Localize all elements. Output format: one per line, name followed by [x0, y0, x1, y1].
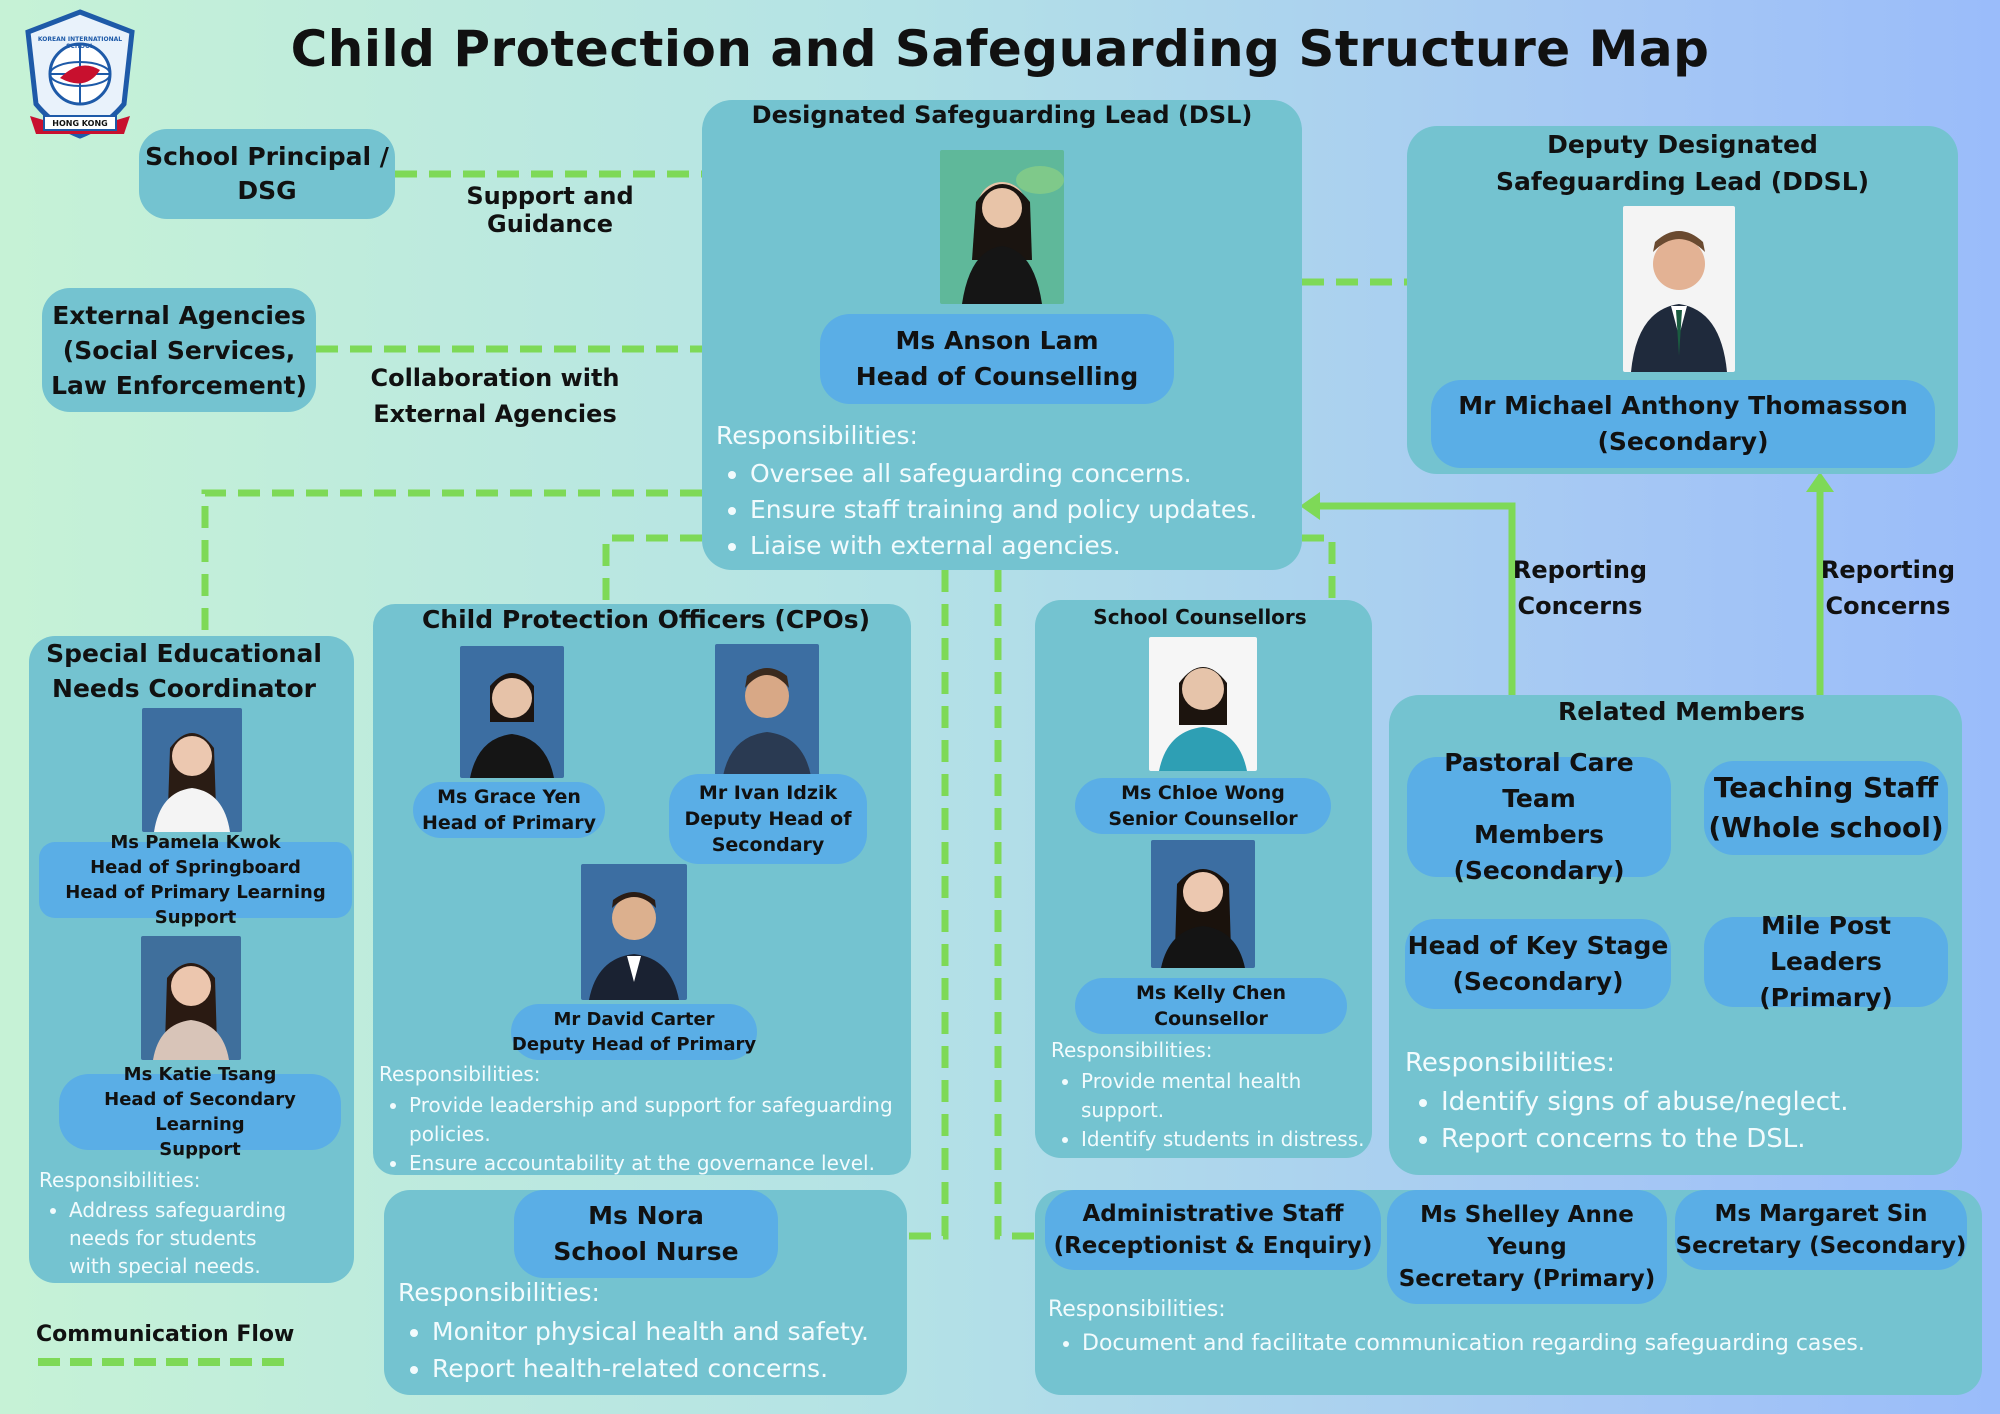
- cpo-person2-photo: [715, 644, 819, 776]
- logo-bottom-text: HONG KONG: [52, 119, 108, 128]
- counsellors-resp-item: • Identify students in distress.: [1081, 1125, 1369, 1154]
- dsl-resp-item: • Liaise with external agencies.: [750, 528, 1296, 564]
- arrowhead-up: [1806, 472, 1834, 492]
- admin-panel: [1035, 1190, 1982, 1395]
- senco-title-line2: Needs Coordinator: [52, 674, 316, 703]
- nurse-resp-item: • Monitor physical health and safety.: [432, 1313, 903, 1350]
- counsellors-resp-list: [1051, 1067, 1369, 1154]
- principal-line1: School Principal /: [145, 142, 389, 171]
- reporting-label-dsl: [1500, 552, 1660, 624]
- senco-person2-photo: [141, 936, 241, 1060]
- ddsl-title-line1: Deputy Designated: [1547, 130, 1818, 159]
- senco-person1-role1: Head of Springboard: [90, 857, 301, 878]
- counsellors-person2-name: Ms Kelly Chen: [1135, 982, 1286, 1004]
- cpo-panel: [373, 604, 911, 1175]
- related-pastoral-line2: Members: [1474, 820, 1604, 849]
- senco-person1-pill: [39, 832, 352, 928]
- cpo-resp-title: Responsibilities:: [379, 1062, 541, 1086]
- cpo-resp-item: • Provide leadership and support for safeguarding policies.: [409, 1091, 909, 1149]
- counsellors-resp-title: Responsibilities:: [1051, 1038, 1213, 1062]
- senco-person2-role1: Head of Secondary Learning: [104, 1089, 296, 1135]
- senco-title-line1: Special Educational: [46, 639, 322, 668]
- cpo-person3-photo: [581, 864, 687, 1000]
- cpo-responsibilities: [379, 1060, 909, 1178]
- admin-secretary-secondary-line2: Secretary (Secondary): [1675, 1233, 1967, 1259]
- ddsl-role: (Secondary): [1597, 427, 1769, 456]
- cpo-title: Child Protection Officers (CPOs): [421, 605, 871, 634]
- cpo-person2-role2: Secondary: [711, 834, 825, 856]
- nurse-resp-list: [398, 1313, 903, 1387]
- legend-label: Communication Flow: [36, 1322, 295, 1347]
- nurse-panel: [384, 1190, 907, 1395]
- dsl-resp-item: • Ensure staff training and policy updates.: [750, 492, 1296, 528]
- nurse-resp-title: Responsibilities:: [398, 1278, 600, 1307]
- ddsl-photo: [1623, 206, 1735, 372]
- dsl-responsibilities: [716, 418, 1296, 564]
- related-resp-list: [1405, 1084, 1955, 1158]
- ddsl-title-line2: Safeguarding Lead (DDSL): [1495, 167, 1870, 196]
- dsl-resp-item: • Oversee all safeguarding concerns.: [750, 456, 1296, 492]
- logo-top-text: KOREAN INTERNATIONAL SCHOOL: [37, 36, 123, 50]
- cpo-resp-list: [379, 1091, 909, 1178]
- collab-label: [352, 360, 638, 432]
- admin-secretary-secondary-line1: Ms Margaret Sin: [1714, 1201, 1928, 1227]
- school-logo: [20, 8, 140, 144]
- ddsl-name: Mr Michael Anthony Thomasson: [1458, 391, 1908, 420]
- collab-line1: Collaboration with: [370, 364, 620, 392]
- cpo-resp-item: • Ensure accountability at the governance level.: [409, 1149, 909, 1178]
- admin-secretary-primary-line1: Ms Shelley Anne: [1420, 1202, 1634, 1228]
- dsl-cpo-line: [606, 538, 702, 604]
- related-responsibilities: [1405, 1045, 1955, 1158]
- counsellors-person1-name: Ms Chloe Wong: [1121, 782, 1285, 804]
- senco-person1-role2: Head of Primary Learning Support: [65, 882, 326, 928]
- related-teaching-line2: (Whole school): [1708, 811, 1944, 844]
- ddsl-title: [1407, 126, 1958, 200]
- admin-resp-list: [1048, 1328, 1968, 1360]
- related-keystage-line2: (Secondary): [1452, 967, 1624, 996]
- principal-line2: DSG: [237, 176, 297, 205]
- senco-panel: [29, 636, 354, 1283]
- counsellors-person1-pill: [1075, 778, 1331, 834]
- cpo-person3-name: Mr David Carter: [553, 1009, 715, 1030]
- admin-staff-pill: [1045, 1190, 1381, 1270]
- ddsl-name-pill: [1431, 380, 1935, 468]
- reporting-line1: Reporting: [1820, 556, 1956, 584]
- external-agencies-box: [42, 288, 316, 412]
- senco-person1-photo: [142, 708, 242, 832]
- reporting-line1: Reporting: [1512, 556, 1648, 584]
- related-resp-item: • Report concerns to the DSL.: [1441, 1121, 1955, 1158]
- admin-responsibilities: [1048, 1294, 1968, 1360]
- senco-person2-pill: [59, 1064, 341, 1160]
- related-keystage-line1: Head of Key Stage: [1407, 931, 1669, 960]
- senco-person1-name: Ms Pamela Kwok: [110, 832, 281, 853]
- admin-resp-item: • Document and facilitate communication regarding safeguarding cases.: [1082, 1328, 1968, 1360]
- dsl-name-pill: [820, 314, 1174, 404]
- principal-box: [139, 129, 395, 219]
- senco-resp-title: Responsibilities:: [39, 1168, 201, 1192]
- dsl-admin-line: [998, 570, 1035, 1236]
- counsellors-person2-pill: [1075, 978, 1347, 1034]
- admin-staff-line2: (Receptionist & Enquiry): [1053, 1233, 1373, 1259]
- related-pastoral-line3: (Secondary): [1453, 856, 1625, 885]
- admin-secretary-primary-line3: Secretary (Primary): [1398, 1266, 1656, 1292]
- page-title: Child Protection and Safeguarding Structure Map: [290, 20, 1710, 78]
- dsl-role: Head of Counselling: [855, 362, 1139, 391]
- counsellors-person1-role: Senior Counsellor: [1108, 808, 1298, 830]
- cpo-person1-pill: [413, 782, 605, 838]
- dsl-resp-list: [716, 456, 1296, 564]
- admin-staff-line1: Administrative Staff: [1082, 1201, 1344, 1227]
- reporting-line2: Concerns: [1825, 592, 1951, 620]
- related-keystage: [1405, 919, 1671, 1009]
- nurse-resp-item: • Report health-related concerns.: [432, 1350, 903, 1387]
- cpo-person2-pill: [669, 774, 867, 864]
- counsellors-responsibilities: [1051, 1036, 1369, 1154]
- counsellors-panel: [1035, 600, 1372, 1158]
- dsl-photo: [940, 150, 1064, 304]
- senco-person2-role2: Support: [159, 1139, 241, 1160]
- cpo-person2-role1: Deputy Head of: [684, 808, 852, 830]
- arrowhead-left: [1300, 492, 1320, 520]
- external-line2: (Social Services,: [62, 335, 296, 365]
- senco-person2-name: Ms Katie Tsang: [123, 1064, 277, 1085]
- ddsl-panel: [1407, 126, 1958, 474]
- senco-resp-item: • Address safeguarding needs for students with special needs.: [69, 1196, 289, 1280]
- reporting-line2: Concerns: [1517, 592, 1643, 620]
- nurse-name-pill: [514, 1190, 778, 1278]
- dsl-title: Designated Safeguarding Lead (DSL): [751, 101, 1253, 129]
- cpo-person1-name: Ms Grace Yen: [437, 786, 581, 808]
- counsellors-person2-role: Counsellor: [1154, 1008, 1268, 1030]
- cpo-person3-role: Deputy Head of Primary: [511, 1034, 757, 1055]
- counsellors-title: School Counsellors: [1093, 605, 1307, 629]
- dsl-counsellors-line: [1302, 538, 1332, 600]
- nurse-responsibilities: [398, 1274, 903, 1387]
- nurse-name: Ms Nora: [588, 1201, 704, 1230]
- dsl-resp-title: Responsibilities:: [716, 421, 918, 450]
- senco-responsibilities: [39, 1166, 289, 1280]
- related-members-panel: [1389, 695, 1962, 1175]
- related-title: Related Members: [1557, 697, 1806, 726]
- counsellors-resp-item: • Provide mental health support.: [1081, 1067, 1369, 1125]
- dsl-nurse-line: [907, 570, 945, 1236]
- related-pastoral-line1: Pastoral Care Team: [1444, 748, 1634, 813]
- admin-secretary-primary-line2: Yeung: [1487, 1234, 1567, 1260]
- admin-secretary-primary-pill: [1387, 1190, 1667, 1304]
- external-line3: Law Enforcement): [51, 370, 307, 400]
- external-line1: External Agencies: [52, 300, 306, 330]
- related-resp-item: • Identify signs of abuse/neglect.: [1441, 1084, 1955, 1121]
- related-milepost-line1: Mile Post Leaders: [1760, 911, 1891, 976]
- support-label: Support and Guidance: [466, 182, 634, 238]
- dsl-panel: [702, 100, 1302, 570]
- cpo-person3-pill: [511, 1004, 757, 1060]
- related-milepost: [1704, 911, 1948, 1012]
- senco-title: [29, 636, 339, 706]
- cpo-person2-name: Mr Ivan Idzik: [698, 782, 838, 804]
- related-teaching: [1704, 761, 1948, 855]
- reporting-label-ddsl: [1808, 552, 1968, 624]
- admin-secretary-secondary-pill: [1675, 1190, 1967, 1270]
- senco-resp-list: [39, 1196, 289, 1280]
- cpo-person1-photo: [460, 646, 564, 778]
- related-pastoral: [1407, 748, 1671, 885]
- admin-resp-title: Responsibilities:: [1048, 1297, 1226, 1322]
- related-resp-title: Responsibilities:: [1405, 1048, 1615, 1078]
- cpo-person1-role: Head of Primary: [422, 812, 596, 834]
- nurse-role: School Nurse: [553, 1237, 739, 1266]
- counsellors-person1-photo: [1149, 637, 1257, 771]
- related-teaching-line1: Teaching Staff: [1713, 771, 1939, 804]
- collab-line2: External Agencies: [373, 400, 617, 428]
- counsellors-person2-photo: [1151, 840, 1255, 968]
- related-milepost-line2: (Primary): [1759, 983, 1893, 1012]
- dsl-name: Ms Anson Lam: [895, 326, 1099, 355]
